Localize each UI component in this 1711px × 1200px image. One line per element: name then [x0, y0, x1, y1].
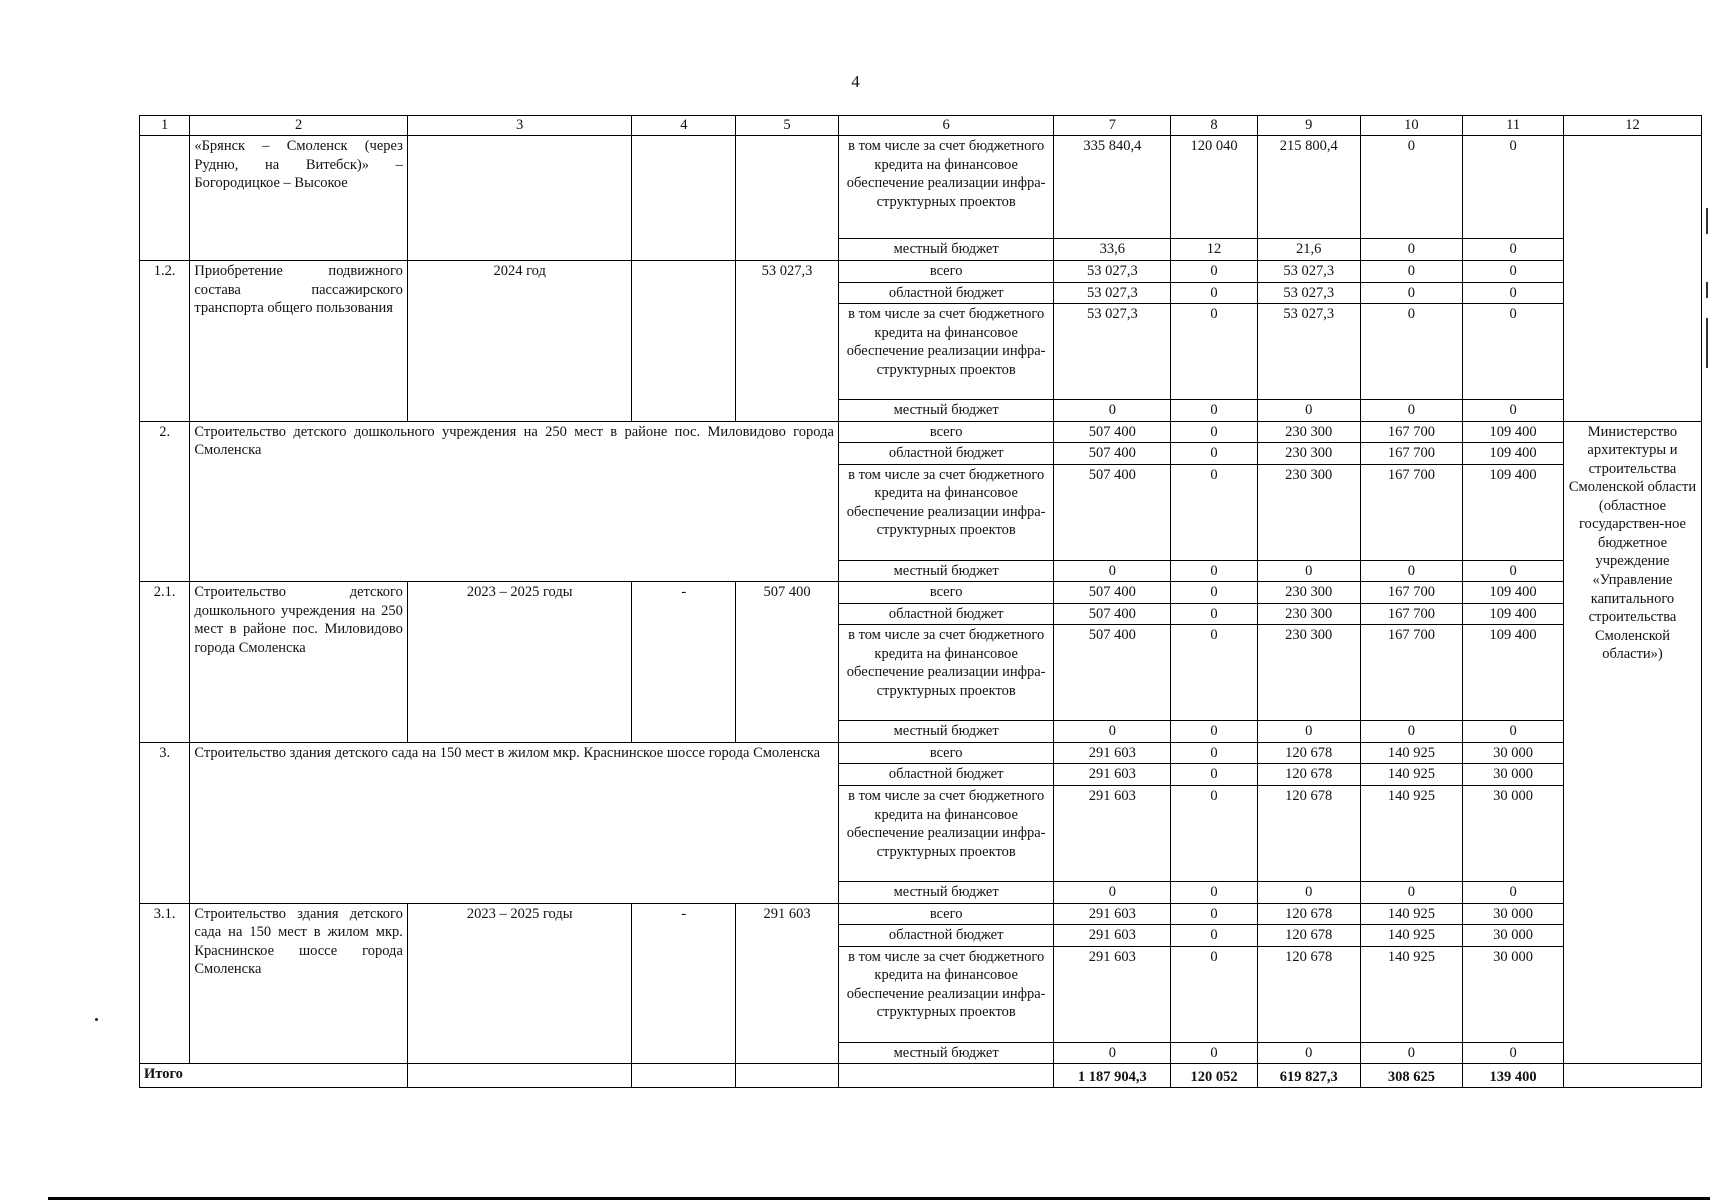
amount-cell: 0 [1360, 239, 1463, 261]
amount-cell: 0 [1171, 400, 1258, 422]
amount-cell: 0 [1171, 625, 1258, 721]
item-number: 3.1. [140, 903, 190, 1064]
amount-cell: 0 [1171, 882, 1258, 904]
total-amount: 308 625 [1360, 1064, 1463, 1088]
amount-cell: 0 [1360, 400, 1463, 422]
amount-cell: 230 300 [1257, 421, 1360, 443]
amount-cell: 0 [1463, 282, 1564, 304]
amount-cell: 0 [1360, 882, 1463, 904]
amount-cell: 0 [1054, 721, 1171, 743]
amount-cell: 291 603 [1054, 903, 1171, 925]
amount-cell: 230 300 [1257, 603, 1360, 625]
amount-cell: 0 [1257, 400, 1360, 422]
funding-source-label: местный бюджет [838, 239, 1054, 261]
item-cost: 291 603 [736, 903, 839, 1064]
header-cell: 8 [1171, 116, 1258, 136]
amount-cell: 167 700 [1360, 625, 1463, 721]
funding-source-label: всего [838, 582, 1054, 604]
total-amount: 139 400 [1463, 1064, 1564, 1088]
amount-cell: 0 [1360, 304, 1463, 400]
item-col4: - [632, 582, 736, 743]
amount-cell: 0 [1463, 882, 1564, 904]
amount-cell: 53 027,3 [1054, 304, 1171, 400]
header-cell: 2 [190, 116, 408, 136]
amount-cell: 0 [1171, 443, 1258, 465]
amount-cell: 0 [1171, 282, 1258, 304]
amount-cell: 30 000 [1463, 786, 1564, 882]
total-empty [838, 1064, 1054, 1088]
amount-cell: 0 [1463, 304, 1564, 400]
amount-cell: 0 [1171, 464, 1258, 560]
amount-cell: 0 [1463, 560, 1564, 582]
amount-cell: 0 [1463, 136, 1564, 239]
amount-cell: 0 [1360, 282, 1463, 304]
total-empty [736, 1064, 839, 1088]
total-amount: 120 052 [1171, 1064, 1258, 1088]
funding-source-label: местный бюджет [838, 560, 1054, 582]
funding-source-label: в том числе за счет бюджетного кредита на финансовое обеспечение реализации инфра-структурных проектов [838, 464, 1054, 560]
amount-cell: 21,6 [1257, 239, 1360, 261]
amount-cell: 0 [1463, 721, 1564, 743]
amount-cell: 0 [1054, 1042, 1171, 1064]
item-col4: - [632, 903, 736, 1064]
item-number: 2. [140, 421, 190, 582]
amount-cell: 167 700 [1360, 464, 1463, 560]
table-row [140, 136, 1702, 239]
amount-cell: 0 [1171, 925, 1258, 947]
amount-cell: 0 [1171, 946, 1258, 1042]
amount-cell: 0 [1257, 882, 1360, 904]
funding-source-label: в том числе за счет бюджетного кредита на финансовое обеспечение реализации инфра-структурных проектов [838, 136, 1054, 239]
amount-cell: 167 700 [1360, 443, 1463, 465]
amount-cell: 230 300 [1257, 443, 1360, 465]
header-cell: 11 [1463, 116, 1564, 136]
amount-cell: 0 [1257, 560, 1360, 582]
amount-cell: 109 400 [1463, 603, 1564, 625]
table-row [140, 903, 1702, 925]
amount-cell: 30 000 [1463, 925, 1564, 947]
amount-cell: 53 027,3 [1257, 304, 1360, 400]
amount-cell: 507 400 [1054, 421, 1171, 443]
amount-cell: 0 [1171, 721, 1258, 743]
amount-cell: 0 [1171, 560, 1258, 582]
header-row [140, 116, 1702, 136]
amount-cell: 53 027,3 [1257, 261, 1360, 283]
funding-source-label: в том числе за счет бюджетного кредита на финансовое обеспечение реализации инфра-структурных проектов [838, 786, 1054, 882]
responsible-executor: Министерство архитектуры и строительства Смоленской области (областное государствен-ное бюджетное учреждение «Управление капитального строительства Смоленской области») [1563, 421, 1701, 1064]
amount-cell: 30 000 [1463, 903, 1564, 925]
funding-source-label: местный бюджет [838, 882, 1054, 904]
item-period: 2023 – 2025 годы [407, 582, 632, 743]
amount-cell: 0 [1257, 721, 1360, 743]
total-empty [1563, 1064, 1701, 1088]
amount-cell: 53 027,3 [1054, 261, 1171, 283]
amount-cell: 0 [1171, 421, 1258, 443]
amount-cell: 120 678 [1257, 903, 1360, 925]
amount-cell: 0 [1171, 1042, 1258, 1064]
amount-cell: 0 [1360, 261, 1463, 283]
total-amount: 1 187 904,3 [1054, 1064, 1171, 1088]
amount-cell: 109 400 [1463, 625, 1564, 721]
item-name: Строительство здания детского сада на 150 мест в жилом мкр. Краснинское шоссе города Смоленска [190, 903, 408, 1064]
amount-cell: 0 [1171, 786, 1258, 882]
amount-cell: 215 800,4 [1257, 136, 1360, 239]
amount-cell: 12 [1171, 239, 1258, 261]
amount-cell: 0 [1171, 742, 1258, 764]
amount-cell: 0 [1360, 721, 1463, 743]
table-row [140, 742, 1702, 764]
header-cell: 3 [407, 116, 632, 136]
amount-cell: 33,6 [1054, 239, 1171, 261]
item-col4 [632, 136, 736, 261]
amount-cell: 120 040 [1171, 136, 1258, 239]
amount-cell: 109 400 [1463, 582, 1564, 604]
scan-dot [95, 1018, 98, 1021]
total-empty [632, 1064, 736, 1088]
item-col4 [632, 261, 736, 422]
amount-cell: 230 300 [1257, 625, 1360, 721]
funding-source-label: всего [838, 742, 1054, 764]
item-name: Приобретение подвижного состава пассажирского транспорта общего пользования [190, 261, 408, 422]
amount-cell: 53 027,3 [1257, 282, 1360, 304]
amount-cell: 167 700 [1360, 603, 1463, 625]
scan-edge-mark [1706, 318, 1708, 368]
header-cell: 1 [140, 116, 190, 136]
amount-cell: 0 [1463, 261, 1564, 283]
amount-cell: 335 840,4 [1054, 136, 1171, 239]
funding-source-label: всего [838, 261, 1054, 283]
amount-cell: 0 [1360, 1042, 1463, 1064]
funding-source-label: областной бюджет [838, 603, 1054, 625]
program-table [139, 115, 1702, 1088]
amount-cell: 0 [1054, 560, 1171, 582]
table-row [140, 261, 1702, 283]
item-cost: 507 400 [736, 582, 839, 743]
amount-cell: 230 300 [1257, 582, 1360, 604]
amount-cell: 109 400 [1463, 421, 1564, 443]
table-row [140, 421, 1702, 443]
amount-cell: 0 [1171, 903, 1258, 925]
amount-cell: 0 [1360, 136, 1463, 239]
funding-source-label: местный бюджет [838, 1042, 1054, 1064]
amount-cell: 0 [1171, 603, 1258, 625]
item-name: «Брянск – Смоленск (через Рудню, на Витебск)» – Богородицкое – Высокое [190, 136, 408, 261]
item-period: 2023 – 2025 годы [407, 903, 632, 1064]
amount-cell: 0 [1171, 261, 1258, 283]
funding-source-label: областной бюджет [838, 764, 1054, 786]
amount-cell: 30 000 [1463, 946, 1564, 1042]
amount-cell: 109 400 [1463, 443, 1564, 465]
amount-cell: 140 925 [1360, 925, 1463, 947]
amount-cell: 140 925 [1360, 946, 1463, 1042]
funding-source-label: в том числе за счет бюджетного кредита на финансовое обеспечение реализации инфра-структурных проектов [838, 304, 1054, 400]
amount-cell: 0 [1171, 304, 1258, 400]
item-cost: 53 027,3 [736, 261, 839, 422]
amount-cell: 120 678 [1257, 946, 1360, 1042]
amount-cell: 507 400 [1054, 582, 1171, 604]
page-number: 4 [851, 72, 860, 91]
amount-cell: 507 400 [1054, 464, 1171, 560]
total-empty [407, 1064, 632, 1088]
amount-cell: 507 400 [1054, 625, 1171, 721]
amount-cell: 140 925 [1360, 742, 1463, 764]
item-period: 2024 год [407, 261, 632, 422]
table-row [140, 582, 1702, 604]
amount-cell: 0 [1171, 764, 1258, 786]
funding-source-label: областной бюджет [838, 925, 1054, 947]
amount-cell: 167 700 [1360, 421, 1463, 443]
amount-cell: 291 603 [1054, 764, 1171, 786]
amount-cell: 291 603 [1054, 925, 1171, 947]
amount-cell: 30 000 [1463, 742, 1564, 764]
amount-cell: 140 925 [1360, 903, 1463, 925]
funding-source-label: местный бюджет [838, 721, 1054, 743]
amount-cell: 0 [1463, 1042, 1564, 1064]
amount-cell: 291 603 [1054, 742, 1171, 764]
amount-cell: 291 603 [1054, 946, 1171, 1042]
header-cell: 4 [632, 116, 736, 136]
scan-edge-mark [1706, 282, 1708, 298]
header-cell: 6 [838, 116, 1054, 136]
funding-source-label: областной бюджет [838, 282, 1054, 304]
header-cell: 12 [1563, 116, 1701, 136]
amount-cell: 0 [1257, 1042, 1360, 1064]
amount-cell: 291 603 [1054, 786, 1171, 882]
item-number: 2.1. [140, 582, 190, 743]
amount-cell: 0 [1360, 560, 1463, 582]
amount-cell: 507 400 [1054, 603, 1171, 625]
item-name: Строительство детского дошкольного учреждения на 250 мест в районе пос. Миловидово города Смоленска [190, 421, 839, 582]
total-amount: 619 827,3 [1257, 1064, 1360, 1088]
amount-cell: 0 [1463, 400, 1564, 422]
amount-cell: 109 400 [1463, 464, 1564, 560]
amount-cell: 0 [1171, 582, 1258, 604]
amount-cell: 120 678 [1257, 742, 1360, 764]
header-cell: 5 [736, 116, 839, 136]
funding-source-label: в том числе за счет бюджетного кредита на финансовое обеспечение реализации инфра-структурных проектов [838, 946, 1054, 1042]
item-cost [736, 136, 839, 261]
amount-cell: 0 [1463, 239, 1564, 261]
amount-cell: 140 925 [1360, 786, 1463, 882]
amount-cell: 507 400 [1054, 443, 1171, 465]
amount-cell: 120 678 [1257, 786, 1360, 882]
amount-cell: 230 300 [1257, 464, 1360, 560]
responsible-empty [1563, 136, 1701, 422]
total-row [140, 1064, 1702, 1088]
amount-cell: 120 678 [1257, 925, 1360, 947]
amount-cell: 167 700 [1360, 582, 1463, 604]
funding-source-label: местный бюджет [838, 400, 1054, 422]
header-cell: 10 [1360, 116, 1463, 136]
funding-source-label: всего [838, 421, 1054, 443]
amount-cell: 140 925 [1360, 764, 1463, 786]
item-number [140, 136, 190, 261]
item-number: 3. [140, 742, 190, 903]
amount-cell: 0 [1054, 400, 1171, 422]
scan-edge-mark [1706, 208, 1708, 234]
funding-source-label: в том числе за счет бюджетного кредита на финансовое обеспечение реализации инфра-структурных проектов [838, 625, 1054, 721]
amount-cell: 30 000 [1463, 764, 1564, 786]
total-label: Итого [140, 1064, 408, 1088]
item-period [407, 136, 632, 261]
funding-source-label: всего [838, 903, 1054, 925]
item-name: Строительство детского дошкольного учреждения на 250 мест в районе пос. Миловидово города Смоленска [190, 582, 408, 743]
funding-source-label: областной бюджет [838, 443, 1054, 465]
item-number: 1.2. [140, 261, 190, 422]
amount-cell: 0 [1054, 882, 1171, 904]
header-cell: 9 [1257, 116, 1360, 136]
amount-cell: 120 678 [1257, 764, 1360, 786]
item-name: Строительство здания детского сада на 150 мест в жилом мкр. Краснинское шоссе города Смоленска [190, 742, 839, 903]
amount-cell: 53 027,3 [1054, 282, 1171, 304]
header-cell: 7 [1054, 116, 1171, 136]
